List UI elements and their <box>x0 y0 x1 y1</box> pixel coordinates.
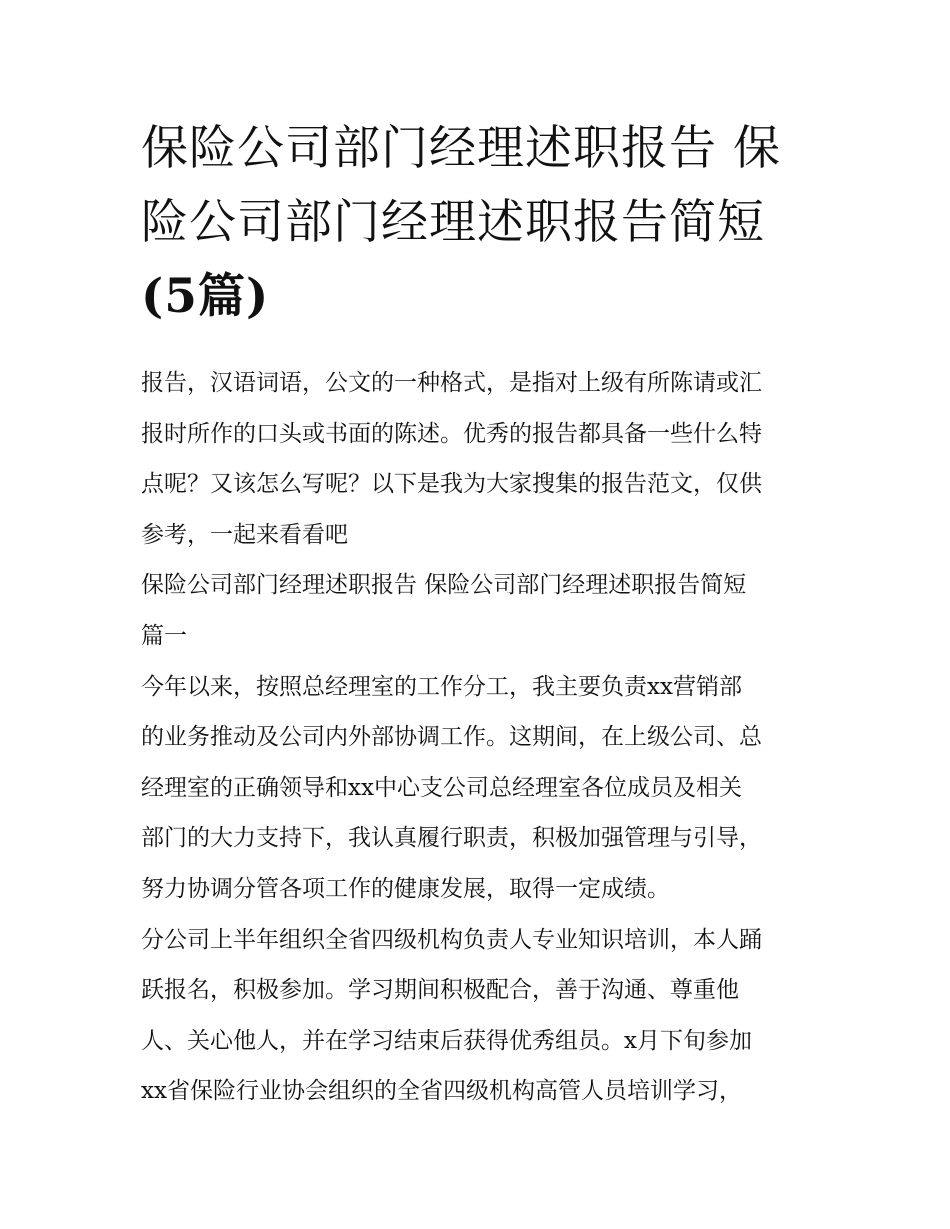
title-line: 险公司部门经理述职报告简短 <box>141 195 765 250</box>
title-line: 保险公司部门经理述职报告 保 <box>141 121 781 176</box>
text-line: 的业务推动及公司内外部协调工作。这期间，在上级公司、总 <box>141 724 762 751</box>
text-line: 部门的大力支持下，我认真履行职责，积极加强管理与引导， <box>141 825 762 852</box>
text-line: 参考，一起来看看吧 <box>141 521 348 548</box>
text-line: 报告，汉语词语，公文的一种格式，是指对上级有所陈请或汇 <box>141 370 762 396</box>
text-line: 报时所作的口头或书面的陈述。优秀的报告都具备一些什么特 <box>141 420 762 447</box>
document-title <box>141 112 821 334</box>
text-line: 跃报名，积极参加。学习期间积极配合，善于沟通、尊重他 <box>141 977 739 1004</box>
text-line: 点呢？又该怎么写呢？以下是我为大家搜集的报告范文，仅供 <box>141 471 762 498</box>
section-heading-line: 篇一 <box>141 622 187 649</box>
text-line: 人、关心他人，并在学习结束后获得优秀组员。x月下旬参加 <box>141 1027 752 1054</box>
section-heading-line: 保险公司部门经理述职报告 保险公司部门经理述职报告简短 <box>141 572 747 599</box>
text-line: 分公司上半年组织全省四级机构负责人专业知识培训，本人踊 <box>141 926 762 953</box>
text-line: 努力协调分管各项工作的健康发展，取得一定成绩。 <box>141 875 670 902</box>
text-line: 经理室的正确领导和xx中心支公司总经理室各位成员及相关 <box>141 774 742 801</box>
text-line: 今年以来，按照总经理室的工作分工，我主要负责xx营销部 <box>141 673 742 700</box>
text-line: xx省保险行业协会组织的全省四级机构高管人员培训学习， <box>141 1078 742 1105</box>
title-suffix: (5篇) <box>141 269 270 324</box>
document-page <box>141 112 821 1117</box>
document-body <box>141 358 821 1117</box>
